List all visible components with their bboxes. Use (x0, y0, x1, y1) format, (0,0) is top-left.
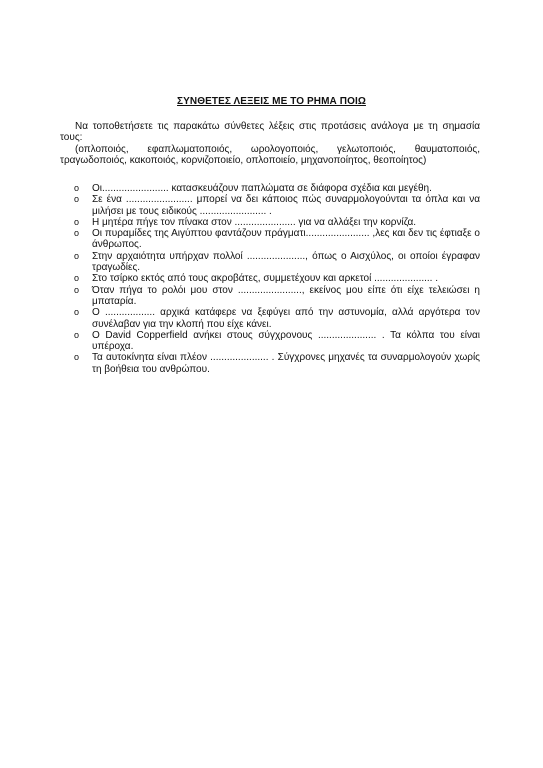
sentence-text: Η μητέρα πήγε τον πίνακα στον ...................... για να αλλάξει την κορνίζα. (92, 216, 417, 228)
bullet-icon: o (74, 284, 80, 295)
sentence-text: Όταν πήγα το ρολόι μου στον ......................., εκείνος μου είπε ότι είχε τελειώσει η μπαταρία. (92, 284, 480, 307)
list-item (74, 217, 480, 228)
bullet-icon: o (74, 194, 80, 205)
list-item (74, 307, 480, 330)
bullet-icon: o (74, 307, 80, 318)
page-title: ΣΥΝΘΕΤΕΣ ΛΕΞΕΙΣ ΜΕ ΤΟ ΡΗΜΑ ΠΟΙΩ (177, 96, 366, 107)
list-item (74, 330, 480, 353)
bullet-icon: o (74, 228, 80, 239)
list-item (74, 228, 480, 251)
bullet-icon: o (74, 273, 80, 284)
bullet-icon: o (74, 329, 80, 340)
instruction-text: Να τοποθετήσετε τις παρακάτω σύνθετες λέξεις στις προτάσεις ανάλογα με τη σημασία τους: (60, 121, 480, 144)
sentence-text: Στο τσίρκο εκτός από τους ακροβάτες, συμμετέχουν και αρκετοί ..................... . (92, 273, 439, 285)
sentence-text: Οι........................ κατασκευάζουν παπλώματα σε διάφορα σχέδια και μεγέθη. (92, 183, 432, 194)
instructions-block (60, 121, 480, 166)
sentence-text: Σε ένα ........................ μπορεί να δει κάποιος πώς συναρμολογούνται τα όπλα και να μιλήσει με τους ειδικούς ........................ . (92, 194, 480, 217)
word-bank: (οπλοποιός, εφαπλωματοποιός, ωρολογοποιός, γελωτοποιός, θαυματοποιός, τραγωδοποιός, κακοποιός, κορνιζοποιείο, οπλοποιείο, μηχανοποίητος, θεοποίητος) (60, 143, 480, 166)
sentence-text: Ο .................. αρχικά κατάφερε να ξεφύγει από την αστυνομία, αλλά αργότερα τον συνέλαβαν για την κλοπή που είχε κάνει. (92, 307, 480, 330)
sentence-text: Οι πυραμίδες της Αιγύπτου φαντάζουν πράγματι....................... ,λες και δεν τις έφτιαξε ο άνθρωπος. (92, 228, 480, 251)
bullet-icon: o (74, 250, 80, 261)
list-item (74, 285, 480, 308)
sentence-text: Ο David Copperfield ανήκει στους σύγχρονους ..................... . Τα κόλπα του είναι υπέροχα. (92, 329, 480, 353)
sentence-text: Τα αυτοκίνητα είναι πλέον ..................... . Σύγχρονες μηχανές τα συναρμολογούν χωρίς τη βοήθεια του ανθρώπου. (92, 352, 480, 375)
list-item (74, 183, 480, 194)
list-item (74, 352, 480, 375)
list-item (74, 194, 480, 217)
exercise-list (74, 183, 480, 375)
bullet-icon: o (74, 183, 80, 193)
list-item (74, 251, 480, 274)
sentence-text: Στην αρχαιότητα υπήρχαν πολλοί ....................., όπως ο Αισχύλος, οι οποίοι έγραφαν τραγωδίες. (92, 250, 480, 274)
bullet-icon: o (74, 352, 80, 363)
list-item (74, 273, 480, 284)
bullet-icon: o (74, 216, 80, 227)
